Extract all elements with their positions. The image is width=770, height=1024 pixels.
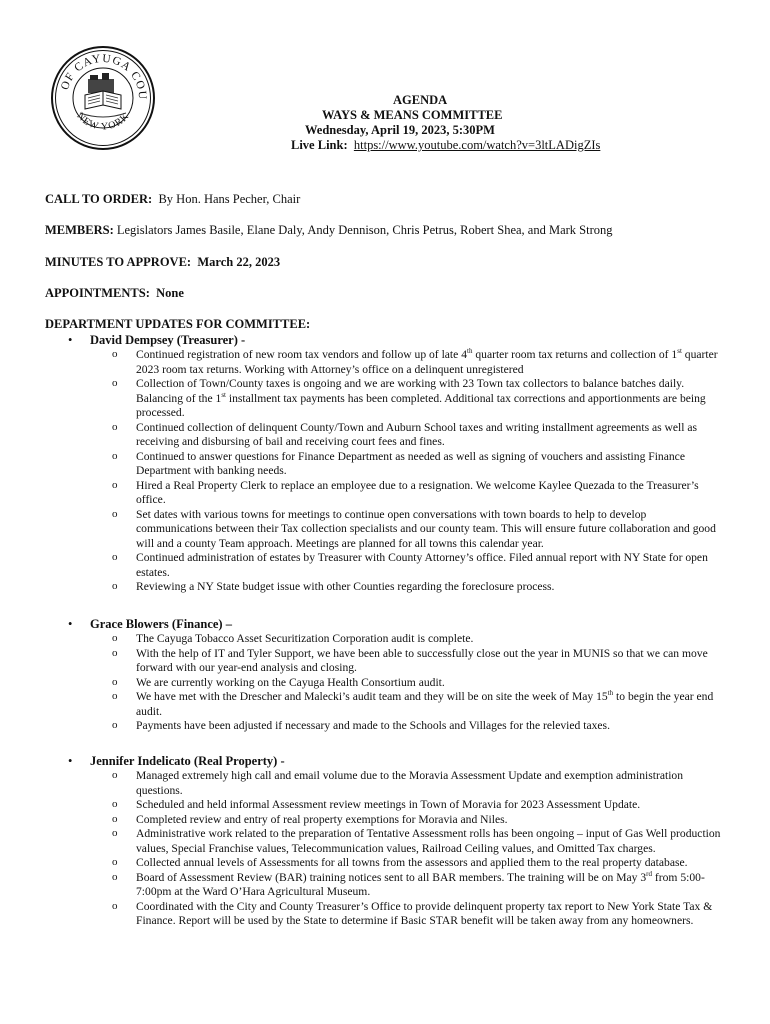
list-item: o Collection of Town/County taxes is ongoing and we are working with 23 Town tax collectors to balance batches daily. Balancing of the 1st installment tax payments has been completed. Additional tax corrections and apportionments are being processed. xyxy=(112,377,722,421)
list-item: o Managed extremely high call and email volume due to the Moravia Assessment Update and exemption administration questions. xyxy=(112,769,722,798)
person-heading-real-property xyxy=(68,754,285,769)
members-text: Legislators James Basile, Elane Daly, Andy Dennison, Chris Petrus, Robert Shea, and Mark Strong xyxy=(116,223,613,237)
list-item: o Coordinated with the City and County Treasurer’s Office to provide delinquent property tax report to New York State Tax & Finance. Report will be used by the State to determine if Basic STAR benefit will be taken away from any homeowners. xyxy=(112,900,722,929)
list-item: o Completed review and entry of real property exemptions for Moravia and Niles. xyxy=(112,813,722,828)
list-item: o Continued registration of new room tax vendors and follow up of late 4th quarter room tax returns and collection of 1st quarter 2023 room tax returns. Working with Attorney’s office on a delinquent unregistered xyxy=(112,348,722,377)
call-to-order-label: CALL TO ORDER: xyxy=(45,192,153,206)
list-item: o We have met with the Drescher and Malecki’s audit team and they will be on site the week of May 15th to begin the year end audit. xyxy=(112,690,722,719)
ordinal-suffix: th xyxy=(607,689,614,698)
list-item: o Reviewing a NY State budget issue with other Counties regarding the foreclosure process. xyxy=(112,580,722,595)
bullet: • xyxy=(68,333,73,347)
list-item: o Set dates with various towns for meetings to continue open conversations with town boards to help to develop communications between their Tax collection specialists and our county team. This will ensure future collaboration and good will and a county Team approach. Meetings are planned for all towns this calendar year. xyxy=(112,508,722,552)
seal-top-text: OF CAYUGA COU xyxy=(58,52,149,101)
appointments xyxy=(45,286,184,301)
ordinal-suffix: st xyxy=(221,390,226,399)
live-link-label: Live Link: xyxy=(291,138,348,152)
members-label: MEMBERS: xyxy=(45,223,114,237)
live-link-line xyxy=(291,138,600,153)
list-item: o Board of Assessment Review (BAR) training notices sent to all BAR members. The training will be on May 3rd from 5:00-7:00pm at the Ward O’Hara Agricultural Museum. xyxy=(112,871,722,900)
person-heading-finance xyxy=(68,617,232,632)
agenda-title: AGENDA xyxy=(393,93,448,107)
list-item: o Continued to answer questions for Finance Department as needed as well as signing of vouchers and assisting Finance Department with banking needs. xyxy=(112,450,722,479)
list-item: o Scheduled and held informal Assessment review meetings in Town of Moravia for 2023 Assessment Update. xyxy=(112,798,722,813)
list-item: o We are currently working on the Cayuga Health Consortium audit. xyxy=(112,676,722,691)
seal-bottom-text: NEW YORK xyxy=(74,110,132,133)
call-to-order xyxy=(45,192,300,207)
finance-updates-list xyxy=(112,632,722,734)
minutes-date: March 22, 2023 xyxy=(197,255,281,269)
committee-name: WAYS & MEANS COMMITTEE xyxy=(322,108,503,122)
appointments-label: APPOINTMENTS: xyxy=(45,286,150,300)
list-item: o Payments have been adjusted if necessary and made to the Schools and Villages for the relevied taxes. xyxy=(112,719,722,734)
list-item: o Administrative work related to the preparation of Tentative Assessment rolls has been ongoing – input of Gas Well production values, Special Franchise values, Telecommunication values, Railroad Ceiling values, and Omitted Tax charges. xyxy=(112,827,722,856)
person-heading-treasurer xyxy=(68,333,245,348)
minutes-to-approve xyxy=(45,255,280,270)
county-seal xyxy=(50,45,156,151)
list-item: o Hired a Real Property Clerk to replace an employee due to a resignation. We welcome Kaylee Quezada to the Treasurer’s office. xyxy=(112,479,722,508)
ordinal-suffix: rd xyxy=(646,869,653,878)
ordinal-suffix: th xyxy=(467,347,473,356)
members xyxy=(45,223,613,238)
appointments-text: None xyxy=(156,286,184,300)
person-name: Grace Blowers (Finance) – xyxy=(90,617,232,631)
real-property-updates-list xyxy=(112,769,722,929)
list-item: o Continued administration of estates by Treasurer with County Attorney’s office. Filed annual report with NY State for open estates. xyxy=(112,551,722,580)
department-updates-heading: DEPARTMENT UPDATES FOR COMMITTEE: xyxy=(45,317,311,331)
list-item: o Collected annual levels of Assessments for all towns from the assessors and applied them to the real property database. xyxy=(112,856,722,871)
list-item: o With the help of IT and Tyler Support, we have been able to successfully close out the year in MUNIS so that we can move forward with our year-end analysis and closing. xyxy=(112,647,722,676)
bullet: • xyxy=(68,617,73,631)
person-name: Jennifer Indelicato (Real Property) - xyxy=(90,754,285,768)
person-name: David Dempsey (Treasurer) - xyxy=(90,333,246,347)
ordinal-suffix: st xyxy=(677,347,682,356)
meeting-date: Wednesday, April 19, 2023, 5:30PM xyxy=(305,123,495,137)
bullet: • xyxy=(68,754,73,768)
minutes-label: MINUTES TO APPROVE: xyxy=(45,255,192,269)
call-to-order-text: By Hon. Hans Pecher, Chair xyxy=(158,192,301,206)
treasurer-updates-list xyxy=(112,348,722,595)
live-link-url[interactable]: https://www.youtube.com/watch?v=3ltLADigZIs xyxy=(353,138,601,152)
list-item: o The Cayuga Tobacco Asset Securitization Corporation audit is complete. xyxy=(112,632,722,647)
list-item: o Continued collection of delinquent County/Town and Auburn School taxes and writing installment agreements as well as receiving and disbursing of bail and receiving court fees and fines. xyxy=(112,421,722,450)
